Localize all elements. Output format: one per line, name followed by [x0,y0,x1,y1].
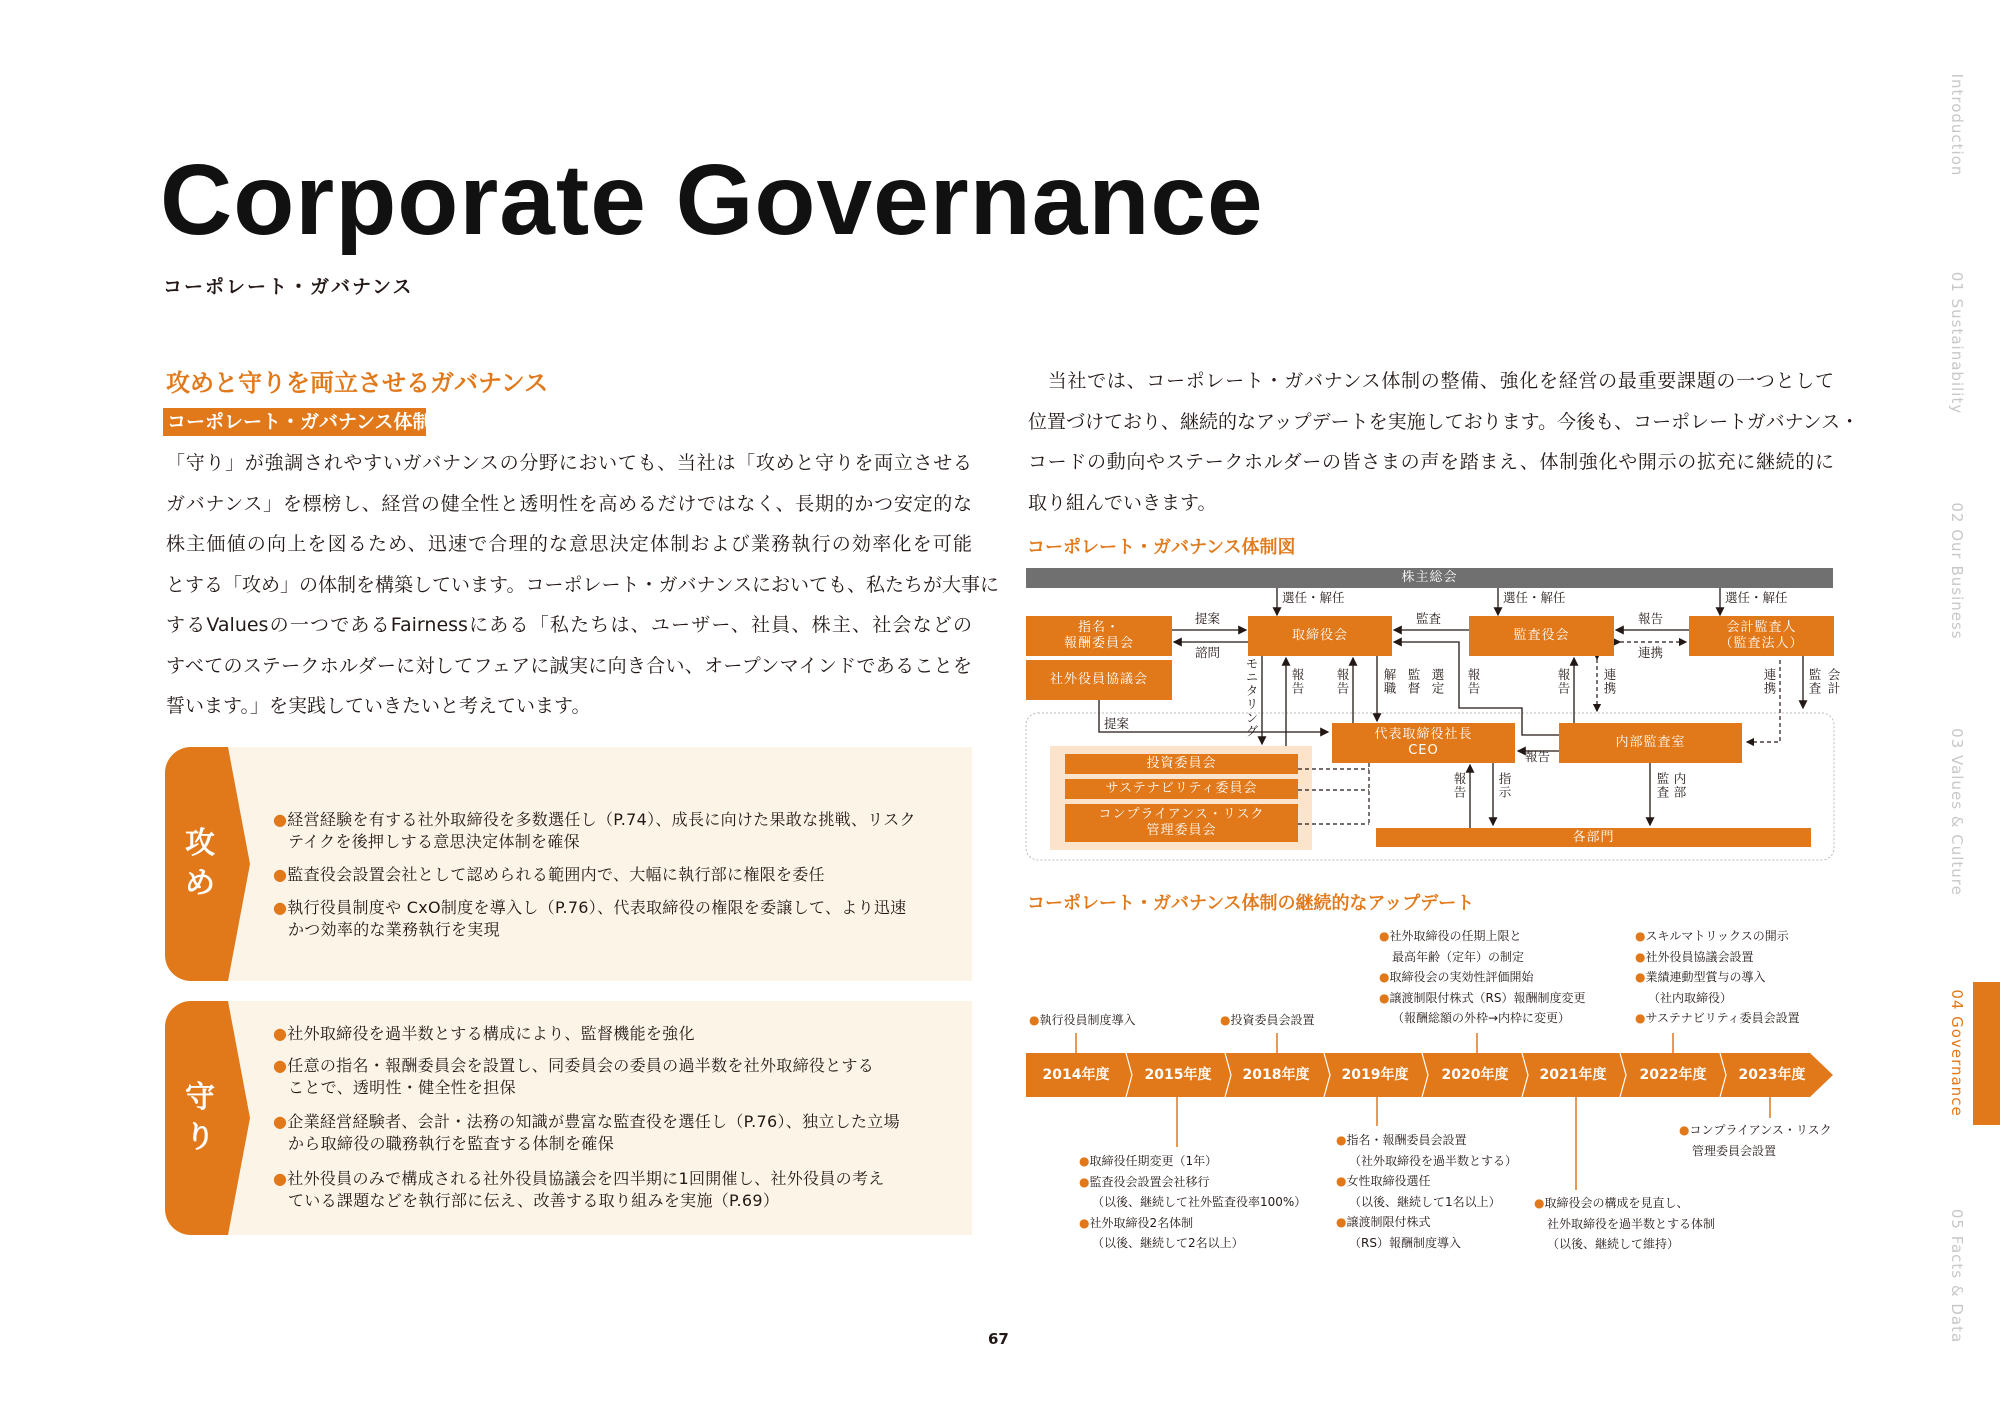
section-heading: 攻めと守りを両立させるガバナンス [166,369,549,397]
bullet-item [273,1111,968,1155]
bullet-icon: ● [1079,1215,1090,1230]
bullet-icon: ● [1379,929,1390,943]
report-label: 報告 [1335,668,1350,695]
audit-label: 監査 [1655,772,1670,799]
timeline-events-2020 [1379,926,1585,1029]
bullet-text: 執行役員制度や CxO制度を導入し（P.76）、代表取締役の権限を委譲して、より迅速 [287,898,907,917]
timeline-event-line [1679,1120,1832,1141]
timeline-event-text: 投資委員会設置 [1230,1013,1315,1027]
timeline-event-line [1336,1212,1517,1233]
propose-label: 提案 [1104,716,1130,731]
timeline-event-line [1635,926,1800,947]
paragraph-line: ガバナンス」を標榜し、経営の健全性と透明性を高めるだけではなく、長期的かつ安定的な [166,492,972,515]
instruct-label: 指示 [1497,772,1512,799]
timeline-event-text: （社外取締役を過半数とする） [1349,1153,1518,1168]
monitoring-label: モニタリング [1244,657,1259,738]
page-subtitle: コーポレート・ガバナンス [163,276,414,298]
bullet-icon: ● [1534,1196,1545,1210]
bullet-item [273,809,968,853]
bullet-text: 経営経験を有する社外取締役を多数選任し（P.74）、成長に向けた果敢な挑戦、リスク [287,810,916,829]
bullet-icon: ● [1336,1215,1347,1230]
timeline-event-line [1079,1151,1306,1172]
bullet-icon: ● [1029,1013,1040,1027]
elect-label: 選任・解任 [1725,590,1788,605]
shareholders-meeting-box: 株主総会 [1026,568,1833,588]
nav-governance[interactable]: 04 Governance [1948,989,1966,1117]
paragraph-line: とする「攻め」の体制を構築しています。コーポレート・ガバナンスにおいても、私たちが大事に [166,573,999,596]
report-label: 報告 [1452,772,1467,799]
bullet-text: 監査役会設置会社として認められる範囲内で、大幅に執行部に権限を委任 [287,865,825,884]
year-label-1: 2015年度 [1144,1067,1212,1083]
year-label-7: 2023年度 [1738,1067,1806,1083]
timeline-event-text: 取締役任期変更（1年） [1089,1154,1218,1168]
timeline-event-line [1220,1010,1315,1031]
timeline-event-text: 譲渡制限付株式（RS）報酬制度変更 [1389,990,1586,1005]
report-label: 報告 [1466,668,1481,695]
page-number: 67 [988,1330,1009,1348]
tab-char: 攻 [185,826,215,861]
timeline-event-text: （以後、継続して社外監査役率100%） [1092,1195,1307,1210]
appoint-label: 選定 [1430,668,1445,695]
timeline-event-line [1379,988,1585,1009]
paragraph-line: 取り組んでいきます。 [1028,491,1217,514]
timeline-event-line [1336,1151,1517,1172]
report-label: 報告 [1556,668,1571,695]
bullet-item [273,1055,968,1099]
bullet-icon: ● [1635,929,1646,943]
timeline-event-line [1534,1234,1715,1255]
tab-char: り [185,1120,215,1155]
right-paragraph [1028,361,1860,523]
year-label-3: 2019年度 [1341,1067,1409,1083]
nav-introduction[interactable]: Introduction [1948,73,1966,177]
elect-label: 選任・解任 [1503,590,1566,605]
bullet-icon: ● [273,1056,288,1075]
bullet-text: から取締役の職務執行を監査する体制を確保 [288,1134,615,1153]
bullet-icon: ● [273,1112,288,1131]
timeline-event-text: （社内取締役） [1648,990,1733,1005]
compliance-committee-box: コンプライアンス・リスク 管理委員会 [1065,804,1298,842]
timeline-event-text: 取締役会の構成を見直し、 [1544,1196,1689,1210]
timeline-event-text: 取締役会の実効性評価開始 [1389,970,1534,985]
bullet-icon: ● [1079,1174,1090,1189]
bullet-line [273,919,968,941]
timeline-event-text: （以後、継続して維持） [1547,1237,1680,1252]
supervise-label: 監督 [1406,668,1421,695]
bullet-line [273,1055,968,1077]
outside-council-box: 社外役員協議会 [1026,660,1172,700]
defense-tab-label [175,1001,225,1235]
bullet-text: ている課題などを執行部に伝え、改善する取り組みを実施（P.69） [288,1191,780,1210]
timeline-event-line [1379,1008,1585,1029]
nav-values-culture[interactable]: 03 Values & Culture [1948,728,1966,896]
bullet-item [273,1023,968,1045]
timeline-event-text: コンプライアンス・リスク [1689,1123,1832,1137]
timeline-event-line [1336,1130,1517,1151]
bullet-icon: ● [273,865,288,884]
report-label: 報告 [1525,749,1551,764]
tab-char: め [185,866,215,901]
bullet-icon: ● [1635,949,1646,964]
timeline-event-line [1029,1010,1136,1031]
timeline-events-2018 [1220,1010,1315,1031]
timeline-event-line [1079,1192,1306,1213]
bullet-line [273,831,968,853]
audit-label: 監査 [1807,668,1822,695]
timeline-event-text: 社外取締役を過半数とする体制 [1547,1216,1716,1231]
timeline-events-2022 [1635,926,1800,1029]
timeline-event-text: 社外取締役の任期上限と [1389,929,1522,943]
ceo-box: 代表取締役社長 CEO [1332,723,1515,763]
active-section-tab [1973,982,2000,1125]
bullet-icon: ● [1635,970,1646,985]
investment-committee-box: 投資委員会 [1065,754,1298,774]
bullet-text: かつ効率的な業務執行を実現 [288,920,500,939]
timeline-event-line [1534,1193,1715,1214]
timeline-event-line [1635,967,1800,988]
paragraph-line: すべてのステークホルダーに対してフェアに誠実に向き合い、オープンマインドであることを [166,654,972,677]
timeline-event-line [1379,926,1585,947]
timeline-events-2019 [1336,1130,1517,1254]
bullet-line [273,864,968,886]
cooperate-label: 連携 [1602,668,1617,695]
cooperate-label: 連携 [1638,645,1664,660]
timeline-event-line [1079,1213,1306,1234]
timeline-events-2014 [1029,1010,1136,1031]
timeline-event-line [1336,1233,1517,1254]
section-label: コーポレート・ガバナンス体制 [163,408,426,436]
bullet-line [273,809,968,831]
bullet-icon: ● [273,810,288,829]
cooperate-label: 連携 [1762,668,1777,695]
paragraph-line: 「守り」が強調されやすいガバナンスの分野においても、当社は「攻めと守りを両立させる [166,452,972,474]
sustainability-committee-box: サステナビリティ委員会 [1065,779,1298,799]
timeline-event-line [1379,947,1585,968]
year-label-6: 2022年度 [1639,1067,1707,1083]
timeline-event-line [1336,1192,1517,1213]
timeline-event-line [1336,1171,1517,1192]
audit-label: 監査 [1416,611,1442,626]
bullet-icon: ● [1079,1154,1090,1168]
intro-paragraph [166,443,999,727]
timeline-event-line [1635,1008,1800,1029]
year-label-0: 2014年度 [1042,1067,1110,1083]
timeline-event-text: 譲渡制限付株式 [1346,1215,1431,1230]
bullet-icon: ● [1336,1133,1347,1147]
paragraph-line: 当社では、コーポレート・ガバナンス体制の整備、強化を経営の最重要課題の一つとして [1028,370,1834,392]
timeline-title: コーポレート・ガバナンス体制の継続的なアップデート [1027,893,1475,914]
timeline-event-text: 指名・報酬委員会設置 [1346,1133,1467,1147]
offense-box [165,747,972,981]
timeline-events-2023 [1679,1120,1832,1161]
propose-label: 提案 [1195,611,1221,626]
board-box: 取締役会 [1248,616,1392,656]
timeline-events-2021 [1534,1193,1715,1255]
bullet-icon: ● [273,1024,288,1043]
paragraph-line: 誓います。」を実践していきたいと考えています。 [166,695,591,717]
offense-tab-label [175,747,225,981]
nav-facts-data[interactable]: 05 Facts & Data [1948,1208,1966,1344]
timeline-event-line [1079,1233,1306,1254]
timeline-event-text: 社外取締役2名体制 [1089,1215,1194,1230]
governance-diagram [1020,560,1840,870]
nomination-committee-box: 指名・ 報酬委員会 [1026,616,1172,656]
timeline-event-line [1635,988,1800,1009]
timeline-event-text: （以後、継続して2名以上） [1092,1236,1244,1251]
timeline-event-text: 監査役会設置会社移行 [1089,1174,1210,1189]
timeline-event-line [1079,1172,1306,1193]
departments-box: 各部門 [1376,828,1811,847]
timeline-event-text: （以後、継続して1名以上） [1349,1194,1501,1209]
bullet-text: ことで、透明性・健全性を担保 [288,1078,516,1097]
timeline-event-text: サステナビリティ委員会設置 [1645,1011,1800,1026]
timeline-event-text: （RS）報酬制度導入 [1349,1235,1461,1250]
bullet-item [273,897,968,941]
timeline-event-text: 社外役員協議会設置 [1645,949,1754,964]
tab-char: 守 [185,1080,215,1115]
governance-timeline [1020,920,1850,1250]
bullet-line [273,1190,968,1212]
timeline-event-text: 最高年齢（定年）の制定 [1392,949,1525,964]
bullet-text: 社外取締役を過半数とする構成により、監督機能を強化 [287,1024,695,1043]
consult-label: 諮問 [1195,645,1221,660]
paragraph-line: コードの動向やステークホルダーの皆さまの声を踏まえ、体制強化や開示の拡充に継続的に [1028,451,1834,473]
timeline-event-text: 女性取締役選任 [1346,1174,1431,1189]
timeline-event-line [1379,967,1585,988]
diagram-title: コーポレート・ガバナンス体制図 [1027,537,1296,558]
timeline-event-text: 執行役員制度導入 [1039,1013,1136,1027]
bullet-line [273,1077,968,1099]
nav-sustainability[interactable]: 01 Sustainability [1948,271,1966,415]
paragraph-line: 株主価値の向上を図るため、迅速で合理的な意思決定体制および業務執行の効率化を可能 [166,533,972,555]
bullet-item [273,864,968,886]
internal-audit-box: 内部監査室 [1559,723,1742,763]
internal-label: 内部 [1672,772,1687,799]
bullet-text: テイクを後押しする意思決定体制を確保 [288,832,580,851]
dismiss-label: 解職 [1382,668,1397,695]
timeline-event-text: 管理委員会設置 [1692,1143,1777,1158]
defense-box [165,1001,972,1235]
paragraph-line: 位置づけており、継続的なアップデートを実施しております。今後も、コーポレートガバナンス・ [1028,410,1860,433]
bullet-text: 任意の指名・報酬委員会を設置し、同委員会の委員の過半数を社外取締役とする [287,1056,875,1075]
bullet-icon: ● [1379,990,1390,1005]
report-label: 報告 [1638,611,1664,626]
bullet-icon: ● [273,1169,288,1188]
bullet-icon: ● [1220,1013,1231,1027]
timeline-event-line [1534,1214,1715,1235]
nav-our-business[interactable]: 02 Our Business [1948,502,1966,640]
bullet-line [273,1111,968,1133]
report-label: 報告 [1290,668,1305,695]
timeline-event-text: （報酬総額の外枠→内枠に変更） [1392,1011,1571,1026]
timeline-event-line [1635,947,1800,968]
bullet-text: 社外役員のみで構成される社外役員協議会を四半期に1回開催し、社外役員の考え [287,1169,885,1188]
bullet-icon: ● [1379,970,1390,985]
accounting-label: 会計 [1826,668,1841,695]
paragraph-line: するValuesの一つであるFairnessにある「私たちは、ユーザー、社員、株主、社会などの [166,614,972,636]
page-title: Corporate Governance [160,144,1264,256]
bullet-text: 企業経営経験者、会計・法務の知識が豊富な監査役を選任し（P.76）、独立した立場 [287,1112,900,1131]
elect-label: 選任・解任 [1282,590,1345,605]
bullet-line [273,1023,968,1045]
year-label-4: 2020年度 [1441,1067,1509,1083]
bullet-item [273,1168,968,1212]
year-label-5: 2021年度 [1539,1067,1607,1083]
bullet-icon: ● [1635,1011,1646,1026]
bullet-icon: ● [1679,1123,1690,1137]
bullet-icon: ● [273,898,288,917]
timeline-event-text: 業績連動型賞与の導入 [1645,970,1766,985]
timeline-event-line [1679,1141,1832,1162]
bullet-icon: ● [1336,1174,1347,1189]
year-label-2: 2018年度 [1242,1067,1310,1083]
timeline-event-text: スキルマトリックスの開示 [1645,929,1789,943]
bullet-line [273,897,968,919]
timeline-events-2015 [1079,1151,1306,1254]
auditors-board-box: 監査役会 [1469,616,1614,656]
bullet-line [273,1133,968,1155]
bullet-line [273,1168,968,1190]
accounting-auditor-box: 会計監査人 （監査法人） [1689,616,1834,656]
